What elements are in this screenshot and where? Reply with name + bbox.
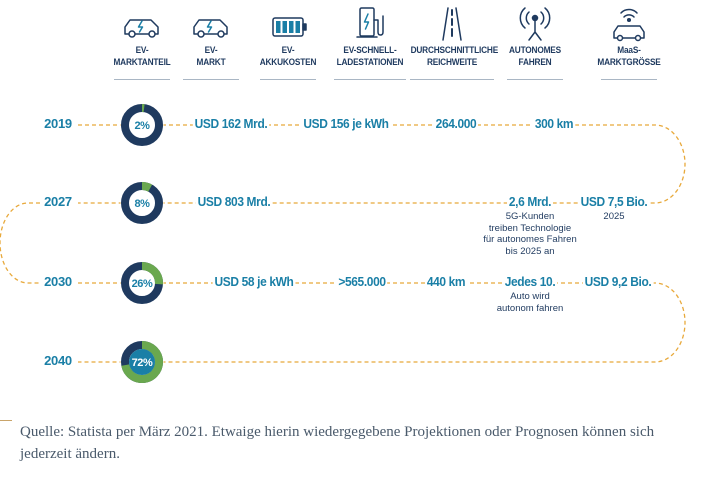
- column-header-rule: [114, 79, 170, 80]
- value-fast_charging-2030: >565.000: [338, 274, 386, 289]
- column-header-autonomous: AUTONOMES FAHREN: [508, 45, 561, 67]
- column-header-rule: [183, 79, 239, 80]
- column-header-ev_share: EV- MARKTANTEIL: [113, 45, 171, 67]
- ev-share-label-2019: 2%: [134, 120, 150, 132]
- value-ev_market-2027: USD 803 Mrd.: [197, 194, 271, 209]
- column-header-rule: [507, 79, 563, 80]
- ev-share-label-2027: 8%: [134, 198, 150, 210]
- charging-station-icon: [347, 6, 393, 42]
- ev-car-outline-icon: [188, 6, 234, 42]
- column-header-avg_range: DURCHSCHNITTLICHE REICHWEITE: [410, 45, 499, 67]
- connected-car-icon: [606, 6, 652, 42]
- value-autonomous-2027: 2,6 Mrd.: [508, 194, 552, 209]
- year-label-2040: 2040: [44, 353, 72, 368]
- value-avg_range-2030: 440 km: [426, 274, 466, 289]
- value-maas-2027: USD 7,5 Bio.: [580, 194, 648, 209]
- value-battery_cost-2030: USD 58 je kWh: [214, 274, 294, 289]
- note-maas-2027: 2025: [603, 211, 625, 222]
- value-autonomous-2030: Jedes 10.: [504, 274, 556, 289]
- road-icon: [429, 6, 475, 42]
- value-battery_cost-2019: USD 156 je kWh: [303, 116, 389, 131]
- source-accent-bar: [0, 420, 12, 421]
- value-ev_market-2019: USD 162 Mrd.: [194, 116, 268, 131]
- column-header-rule: [260, 79, 316, 80]
- value-autonomous-2019: 300 km: [534, 116, 574, 131]
- column-header-rule: [334, 79, 406, 80]
- column-header-fast_charging: EV-SCHNELL- LADESTATIONEN: [336, 45, 404, 67]
- timeline-dashed-path: [0, 125, 685, 362]
- note-autonomous-2027: 5G-Kunden treiben Technologie für autonomes Fahren bis 2025 an: [483, 211, 577, 257]
- year-label-2027: 2027: [44, 194, 72, 209]
- ev-share-label-2030: 26%: [131, 278, 153, 290]
- ev-car-icon: [119, 6, 165, 42]
- note-autonomous-2030: Auto wird autonom fahren: [496, 291, 564, 314]
- ev-share-label-2040: 72%: [131, 357, 153, 369]
- value-avg_range-2019: 264.000: [435, 116, 477, 131]
- source-note: Quelle: Statista per März 2021. Etwaige hierin wiedergegebene Projektionen oder Prognosen können sich jederzeit ändern.: [20, 424, 655, 462]
- battery-icon: [265, 6, 311, 42]
- year-label-2019: 2019: [44, 116, 72, 131]
- antenna-icon: [512, 6, 558, 42]
- column-header-rule: [410, 79, 494, 80]
- value-maas-2030: USD 9,2 Bio.: [584, 274, 652, 289]
- column-header-maas: MaaS- MARKTGRÖSSE: [597, 45, 661, 67]
- column-header-battery_cost: EV- AKKUKOSTEN: [259, 45, 317, 67]
- column-header-ev_market: EV- MARKT: [196, 45, 226, 67]
- year-label-2030: 2030: [44, 274, 72, 289]
- column-header-rule: [601, 79, 657, 80]
